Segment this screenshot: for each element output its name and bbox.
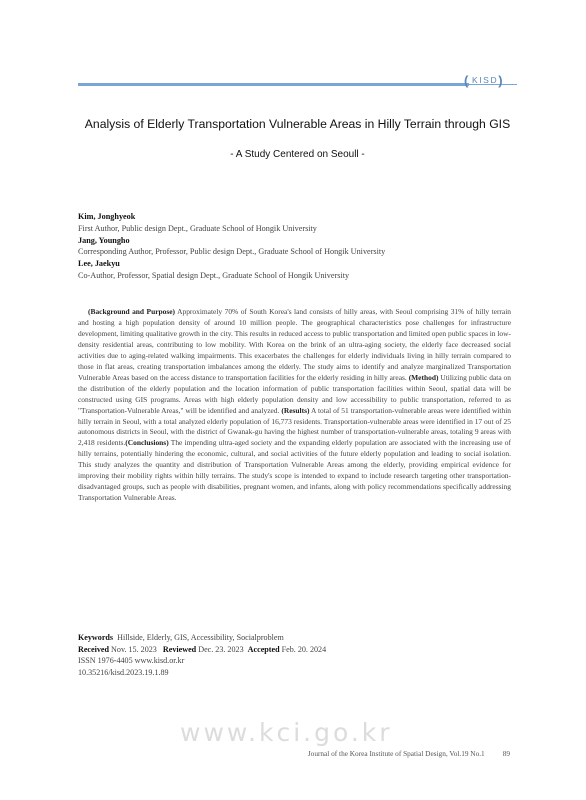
logo-bracket-icon: (: [464, 72, 470, 88]
journal-logo: [464, 72, 518, 88]
author-affiliation: Co-Author, Professor, Spatial design Dept., Graduate School of Hongik University: [78, 270, 350, 280]
abstract-method-heading: (Method): [408, 372, 439, 382]
author-name: Jang, Youngho: [78, 235, 130, 245]
header-rule: [78, 83, 469, 86]
keywords-line: [78, 632, 518, 644]
reviewed-date: Dec. 23. 2023: [198, 644, 244, 654]
abstract-results-text: A total of 51 transportation-vulnerable areas were identified within hilly terrain in Seoul, with a total analyzed elderly population of 16,773 residents. Transportation-vulnerable areas were identified in 17 out of 25 autonomous districts in Seoul, with the district of Gwanak-gu having the highest number of transportation-vulnerable areas, totaling 9 areas with 2,418 residents.: [78, 405, 511, 448]
received-label: Received: [78, 644, 110, 654]
abstract-results-heading: (Results): [281, 405, 310, 415]
accepted-label: Accepted: [247, 644, 280, 654]
paper-subtitle: - A Study Centered on Seoull -: [230, 149, 365, 160]
footer-journal: Journal of the Korea Institute of Spatial Design, Vol.19 No.1: [307, 749, 485, 758]
author-name: Kim, Jonghyeok: [78, 212, 136, 221]
abstract-background-heading: (Background and Purpose): [88, 307, 176, 316]
watermark: www.kci.go.kr: [180, 718, 393, 747]
page-number: 89: [502, 749, 510, 758]
accepted-date: Feb. 20. 2024: [281, 644, 327, 654]
abstract-conclusions-heading: (Conclusions): [125, 438, 169, 448]
abstract-background-text: Approximately 70% of South Korea's land consists of hilly areas, with Seoul comprising 31% of hilly terrain and hosting a high population density of around 10 million people. The geographical characteristics pose challenges for infrastructure development, limiting qualitative growth in the city. This results in reduced access to public transportation and limited open public spaces in low-density residential areas, contributing to low mobility. With Korea on the brink of an ultra-aging society, the elderly face decreased social activities due to aging-related walking impairments. This exacerbates the challenges for elderly individuals living in hilly terrain compared to those in flat areas, creating transportation imbalances among the elderly. The study aims to identify and analyze marginalized Transportation Vulnerable Areas based on the access distance to transportation facilities for the elderly residing in hilly areas.: [78, 307, 511, 382]
paper-title: Analysis of Elderly Transportation Vulnerable Areas in Hilly Terrain through GIS: [84, 117, 511, 131]
received-date: Nov. 15. 2023: [111, 644, 157, 654]
dates-line: [78, 644, 518, 656]
doi-line: 10.35216/kisd.2023.19.1.89: [78, 667, 169, 677]
reviewed-label: Reviewed: [162, 644, 197, 654]
keywords-label: Keywords: [78, 633, 114, 642]
author-affiliation: Corresponding Author, Professor, Public design Dept., Graduate School of Hongik University: [78, 247, 386, 257]
logo-text: KISD: [471, 75, 499, 85]
author-list: [78, 211, 528, 282]
author-name: Lee, Jaekyu: [78, 259, 120, 269]
abstract-method-text: Utilizing public data on the distribution of the elderly population and the location information of public transportation facilities within Seoul, spatial data will be constructed using GIS programs. Areas with high elderly population density and low accessibility to public transportation, referred to as "Transportation-Vulnerable Areas," will be identified and analyzed.: [78, 372, 511, 415]
issn-line: ISSN 1976-4405 www.kisd.or.kr: [78, 656, 185, 666]
keywords-value: Hillside, Elderly, GIS, Accessibility, Socialproblem: [117, 633, 284, 642]
article-metadata: [78, 632, 518, 678]
page-footer: [260, 749, 510, 758]
author-affiliation: First Author, Public design Dept., Graduate School of Hongik University: [78, 223, 317, 233]
abstract: [78, 307, 511, 504]
logo-bracket-icon: ): [498, 72, 505, 88]
abstract-conclusions-text: The impending ultra-aged society and the expanding elderly population are associated with the increasing use of hilly terrains, potentially hindering the economic, cultural, and social activities of the future elderly population and leading to social isolation. This study analyzes the quantity and distribution of Transportation Vulnerable Areas among the elderly, providing empirical evidence for improving their mobility rights within hilly terrains. The study's scope is intended to expand to include research targeting other transportation-disadvantaged groups, such as people with disabilities, pregnant women, and infants, along with policy recommendations specifically addressing Transportation Vulnerable Areas.: [78, 438, 511, 503]
